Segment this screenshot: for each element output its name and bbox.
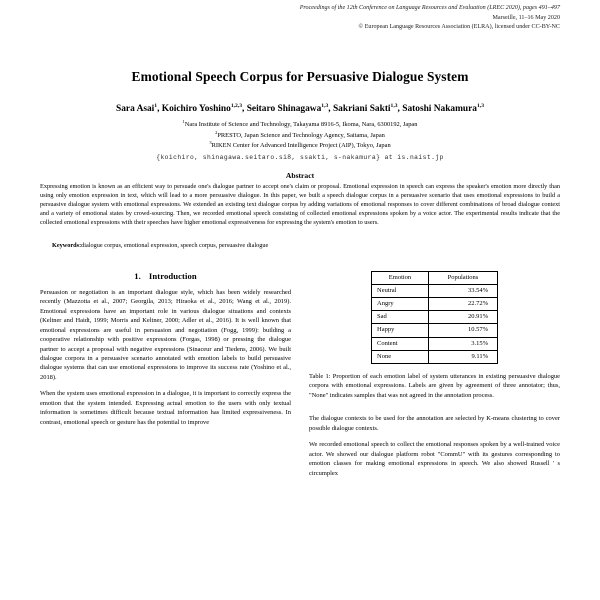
abstract-heading: Abstract [285, 171, 315, 181]
paper-title: Emotional Speech Corpus for Persuasive Dialogue System [131, 68, 469, 84]
affiliation-marker: 3 [209, 139, 212, 145]
table-1-caption: Table 1: Proportion of each emotion label of system utterances in existing persuasive dialogue corpora with emotional expressions. Labels are given by agreement of three annotator; thus, "None" indicates samples that was not agreed in the annotation process. [309, 372, 560, 399]
keywords-label: Keywords: [52, 241, 82, 249]
author-affiliation-marker: 1,3 [477, 102, 484, 109]
contact-email: {koichiro, shinagawa.seitaro.si8, ssakti, s-nakamura} at is.naist.jp [156, 154, 444, 162]
emotion-population-table [371, 271, 498, 364]
author-name: Sakriani Sakti$^{1,3}$ [332, 102, 398, 114]
venue-date-line: Marseille, 11–16 May 2020 [492, 14, 560, 21]
copyright-line: © European Language Resources Association (ELRA), licensed under CC-BY-NC [358, 24, 560, 31]
table-row [372, 337, 498, 350]
affiliation-marker: 2 [215, 129, 218, 135]
paragraph: The dialogue contexts to be used for the annotation are selected by K-means clustering to cover possible dialogue contexts. [309, 415, 560, 432]
affiliation-marker: 1 [182, 119, 185, 125]
cell-emotion: Angry [372, 297, 429, 310]
affiliation-item: $^1$Nara Institute of Science and Technology, Takayama 8916-5, Ikoma, Nara, 6300192, Japan [182, 119, 418, 129]
author-name: Seitaro Shinagawa$^{1,3}$ [246, 102, 329, 114]
author-list: Sara Asai$^1$, Koichiro Yoshino$^{1,2,3}$, Seitaro Shinagawa$^{1,3}$, Sakriani Sakti$^{1,3}$, Satoshi Nakamura$^{1,3}$ [116, 102, 484, 114]
cell-population: 3.15% [429, 337, 498, 350]
table-header-row [372, 271, 498, 284]
section-number: 1. [134, 270, 141, 281]
table-row [372, 311, 498, 324]
affiliation-item: $^3$RIKEN Center for Advanced Intelligence Project (AIP), Tokyo, Japan [209, 139, 391, 149]
proceedings-line: Proceedings of the 12th Conference on Language Resources and Evaluation (LREC 2020), pages 491–497 [299, 5, 560, 11]
cell-emotion: Content [372, 337, 429, 350]
table-row [372, 350, 498, 363]
author-name: Koichiro Yoshino$^{1,2,3}$ [161, 102, 242, 114]
cell-emotion: Sad [372, 311, 429, 324]
cell-population: 10.57% [429, 324, 498, 337]
cell-population: 9.11% [429, 350, 498, 363]
section-heading-introduction [40, 271, 291, 281]
section-title: Introduction [148, 270, 197, 281]
cell-population: 33.54% [429, 284, 498, 297]
keywords-line [40, 242, 560, 251]
cell-emotion: Neutral [372, 284, 429, 297]
paragraph: When the system uses emotional expression in a dialogue, it is important to correctly express the emotion that the system intended. Expressing actual emotion to the users with only textual information is sometimes difficult because textual information has limited expressiveness. In contrast, emotional speech or gesture has the potential to improve [40, 390, 291, 426]
table-row [372, 297, 498, 310]
author-affiliation-marker: 1 [154, 102, 158, 109]
cell-emotion: None [372, 350, 429, 363]
column-header-populations: Populations [429, 271, 498, 284]
affiliation-item: $^2$PRESTO, Japan Science and Technology Agency, Saitama, Japan [215, 129, 385, 139]
left-column [40, 271, 291, 479]
table-row [372, 324, 498, 337]
publication-header [40, 4, 560, 33]
paragraph: Persuasion or negotiation is an important dialogue style, which has been widely researched recently (Mazzotta et al., 2007; Georgila, 2013; Hiraoka et al., 2016; Wang et al., 2019). Emotional expressions have an important role in various dialogue situations and contexts (Keltner and Haidt, 1999; Morris and Keltner, 2000; Adler et al., 2016). It is well known that emotional expressions are useful in persuasion and negotiation (Fogg, 1999): building a cooperative relationship with positive expressions (Forgas, 1998) or pressing the dialogue partner to accept a proposal with negative expressions (Sinaceur and Tiedens, 2006). We built dialogue corpora in a persuasive scenario annotated with emotion labels to build persuasive dialogue systems that can use emotional expressions to improve its success rate (Yoshino et al., 2018). [40, 288, 291, 381]
table-body [372, 284, 498, 363]
author-name: Sara Asai$^1$ [116, 102, 158, 114]
table-header [372, 271, 498, 284]
cell-emotion: Happy [372, 324, 429, 337]
cell-population: 20.91% [429, 311, 498, 324]
column-header-emotion: Emotion [372, 271, 429, 284]
cell-population: 22.72% [429, 297, 498, 310]
keywords-value: dialogue corpus, emotional expression, speech corpus, persuasive dialogue [81, 241, 269, 249]
author-name: Satoshi Nakamura$^{1,3}$ [402, 102, 484, 114]
abstract-body: Expressing emotion is known as an efficient way to persuade one's dialogue partner to accept one's claim or proposal. Emotional expression in speech can express the speaker's emotion more directly than using only emotion expression in text, which will lead to a more persuasive dialogue. In this paper, we built a speech dialogue corpus in a persuasive scenario that uses emotional expressions to build a persuasive dialogue system with emotional expressions. We extended an existing text dialogue corpus by adding variations of emotional responses to cover different combinations of broad dialogue context and a variety of emotional states by crowd-sourcing. Then, we recorded emotional speech consisting of collected emotional expressions spoken by a voice actor. The experimental results indicate that the collected emotional expressions with their speeches have higher emotional expressiveness for expressing the system's emotion to users. [40, 183, 560, 226]
affiliation-list [40, 120, 560, 151]
author-affiliation-marker: 1,2,3 [230, 102, 242, 109]
author-affiliation-marker: 1,3 [390, 102, 398, 109]
paragraph: We recorded emotional speech to collect the emotional responses spoken by a well-trained voice actor. We showed our dialogue platform robot "CommU" with its gestures corresponding to emotion classes for making emotional expressions in speech. We also showed Russell ' s circumplex [309, 441, 560, 477]
body-columns [40, 271, 560, 479]
author-affiliation-marker: 1,3 [321, 102, 329, 109]
table-row [372, 284, 498, 297]
right-column [309, 271, 560, 479]
table-1-container [309, 271, 560, 364]
